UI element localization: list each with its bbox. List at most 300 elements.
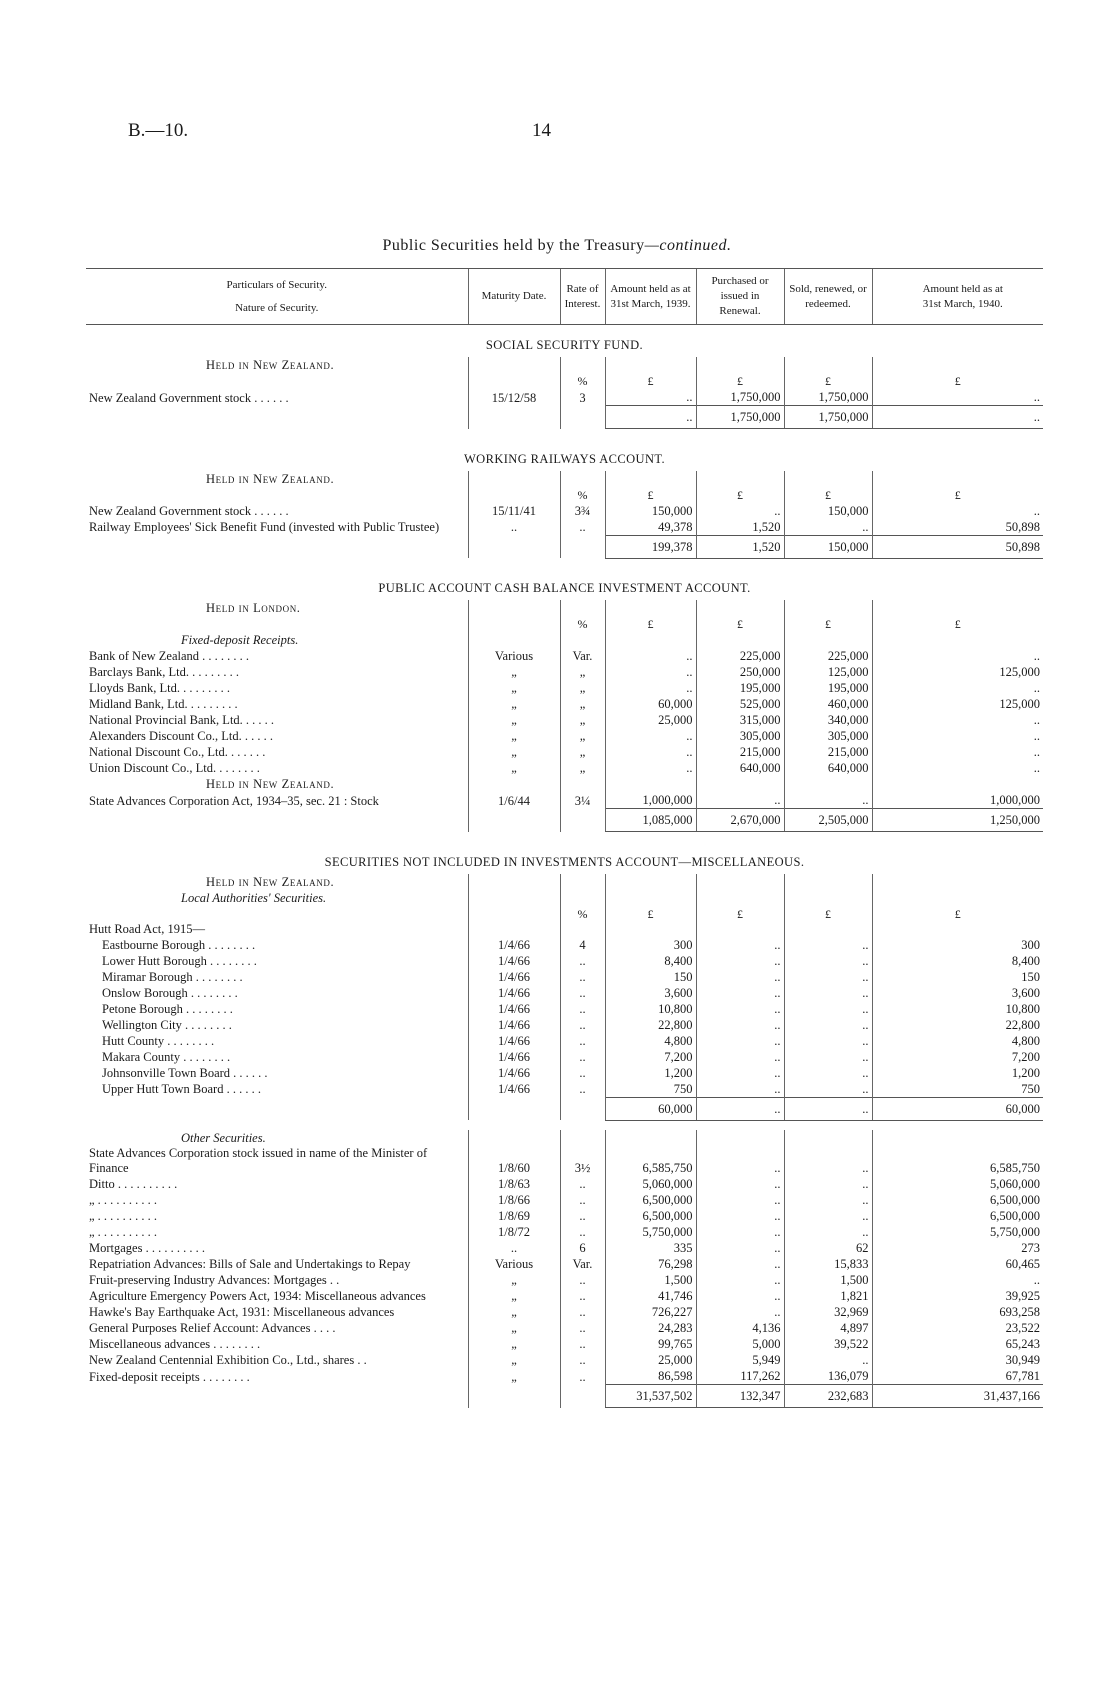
- empty-cell: [605, 600, 696, 616]
- cell-held-1940: 750: [872, 1081, 1043, 1098]
- cell-held-1939: ..: [605, 648, 696, 664]
- header-sold: Sold, renewed, or redeemed.: [784, 269, 872, 325]
- cell-purchased: ..: [696, 953, 784, 969]
- security-nature: Miramar Borough . . . . . . . .: [102, 969, 243, 984]
- table-row: [86, 1288, 1043, 1304]
- cell-purchased: ..: [696, 1146, 784, 1176]
- unit-held-1940: £: [872, 373, 1043, 389]
- section-heading: SOCIAL SECURITY FUND.: [485, 338, 644, 352]
- cell-rate: ..: [560, 1017, 605, 1033]
- total-held-1940: 31,437,166: [872, 1385, 1043, 1408]
- unit-purchased: £: [696, 906, 784, 922]
- security-nature: „ . . . . . . . . . .: [89, 1225, 158, 1239]
- cell-held-1940: ..: [872, 728, 1043, 744]
- header-rate: Rate of Interest.: [560, 269, 605, 325]
- table-row: [86, 744, 1043, 760]
- cell-held-1939: 335: [605, 1240, 696, 1256]
- cell-sold: ..: [784, 1001, 872, 1017]
- unit-purchased: £: [696, 373, 784, 389]
- total-spacer: [468, 1385, 560, 1408]
- table-row: [86, 1081, 1043, 1098]
- security-nature: Hawke's Bay Earthquake Act, 1931: Miscellaneous advances: [89, 1305, 395, 1319]
- table-row: [86, 1208, 1043, 1224]
- cell-maturity: „: [468, 1288, 560, 1304]
- cell-held-1939: 6,500,000: [605, 1192, 696, 1208]
- cell-purchased: 195,000: [696, 680, 784, 696]
- cell-held-1940: 125,000: [872, 696, 1043, 712]
- cell-held-1940: ..: [872, 744, 1043, 760]
- security-nature: Agriculture Emergency Powers Act, 1934: Miscellaneous advances: [89, 1289, 426, 1303]
- cell-purchased: ..: [696, 1065, 784, 1081]
- cell-purchased: ..: [696, 1033, 784, 1049]
- cell-rate: 6: [560, 1240, 605, 1256]
- units-row: [86, 616, 1043, 632]
- cell-purchased: 640,000: [696, 760, 784, 776]
- spacer-cell: [86, 1408, 468, 1418]
- units-row: [86, 373, 1043, 389]
- units-spacer: [86, 616, 468, 632]
- held-in-row: [86, 357, 1043, 373]
- cell-held-1939: 8,400: [605, 953, 696, 969]
- cell-purchased: ..: [696, 1240, 784, 1256]
- cell-maturity: 1/4/66: [468, 1081, 560, 1098]
- cell-held-1939: 7,200: [605, 1049, 696, 1065]
- security-nature: Hutt County . . . . . . . .: [102, 1033, 215, 1048]
- cell-held-1940: 50,898: [872, 519, 1043, 536]
- table-row: [86, 969, 1043, 985]
- cell-purchased: ..: [696, 1049, 784, 1065]
- total-purchased: 2,670,000: [696, 809, 784, 832]
- cell-held-1939: 86,598: [605, 1368, 696, 1385]
- security-nature: National Discount Co., Ltd. . . . . . .: [89, 745, 266, 759]
- total-held-1940: ..: [872, 406, 1043, 429]
- cell-held-1940: 125,000: [872, 664, 1043, 680]
- cell-rate: ..: [560, 1320, 605, 1336]
- security-nature: Barclays Bank, Ltd. . . . . . . . .: [89, 665, 239, 679]
- security-nature: Hutt Road Act, 1915—: [89, 921, 205, 936]
- cell-held-1939: 300: [605, 937, 696, 953]
- empty-cell: [560, 890, 605, 906]
- cell-rate: ..: [560, 519, 605, 536]
- cell-held-1939: 5,060,000: [605, 1176, 696, 1192]
- cell-rate: ..: [560, 1081, 605, 1098]
- units-spacer: [86, 906, 468, 922]
- cell-sold: 125,000: [784, 664, 872, 680]
- total-held-1940: 60,000: [872, 1097, 1043, 1120]
- cell-rate: ..: [560, 1065, 605, 1081]
- cell-held-1940: 65,243: [872, 1336, 1043, 1352]
- cell-maturity: 1/6/44: [468, 792, 560, 809]
- empty-cell: [605, 357, 696, 373]
- page-title: [0, 237, 1114, 255]
- cell-rate: „: [560, 712, 605, 728]
- held-in-row: [86, 776, 1043, 792]
- header-purchased: Purchased or issued in Renewal.: [696, 269, 784, 325]
- empty-cell: [872, 600, 1043, 616]
- cell-sold: 1,821: [784, 1288, 872, 1304]
- header-nature: [86, 269, 468, 325]
- empty-cell: [560, 357, 605, 373]
- table-row: [86, 696, 1043, 712]
- cell-rate: ..: [560, 1049, 605, 1065]
- cell-maturity: Various: [468, 648, 560, 664]
- held-in-row: [86, 874, 1043, 890]
- cell-purchased: ..: [696, 985, 784, 1001]
- sub-heading-row: [86, 632, 1043, 648]
- table-row: [86, 648, 1043, 664]
- cell-sold: 195,000: [784, 680, 872, 696]
- total-held-1939: 199,378: [605, 535, 696, 558]
- cell-held-1939: 25,000: [605, 712, 696, 728]
- cell-rate: „: [560, 760, 605, 776]
- cell-sold: 62: [784, 1240, 872, 1256]
- table-row: [86, 1240, 1043, 1256]
- cell-held-1940: ..: [872, 680, 1043, 696]
- cell-purchased: 525,000: [696, 696, 784, 712]
- empty-cell: [784, 874, 872, 890]
- cell-maturity: 15/11/41: [468, 503, 560, 519]
- cell-purchased: 5,949: [696, 1352, 784, 1368]
- cell-held-1939: 726,227: [605, 1304, 696, 1320]
- total-row: [86, 535, 1043, 558]
- cell-rate: „: [560, 680, 605, 696]
- total-spacer: [468, 1097, 560, 1120]
- security-nature: National Provincial Bank, Ltd. . . . . .: [89, 713, 275, 727]
- unit-held-1940: £: [872, 487, 1043, 503]
- cell-rate: ..: [560, 1288, 605, 1304]
- empty-cell: [605, 632, 696, 648]
- security-nature: New Zealand Centennial Exhibition Co., Ltd., shares . .: [89, 1353, 367, 1367]
- cell-sold: ..: [784, 519, 872, 536]
- unit-sold: £: [784, 906, 872, 922]
- security-nature: Fruit-preserving Industry Advances: Mortgages . .: [89, 1273, 340, 1287]
- cell-held-1940: ..: [872, 648, 1043, 664]
- cell-maturity: 1/4/66: [468, 937, 560, 953]
- cell-held-1940: [872, 922, 1043, 937]
- total-purchased: 1,520: [696, 535, 784, 558]
- cell-maturity: „: [468, 664, 560, 680]
- cell-sold: 15,833: [784, 1256, 872, 1272]
- cell-purchased: ..: [696, 1208, 784, 1224]
- cell-rate: ..: [560, 1033, 605, 1049]
- cell-sold: ..: [784, 1081, 872, 1098]
- empty-cell: [696, 632, 784, 648]
- cell-maturity: „: [468, 680, 560, 696]
- cell-held-1939: 4,800: [605, 1033, 696, 1049]
- cell-purchased: ..: [696, 503, 784, 519]
- table-header: [86, 269, 1043, 325]
- total-held-1940: 1,250,000: [872, 809, 1043, 832]
- section-heading: SECURITIES NOT INCLUDED IN INVESTMENTS ACCOUNT—MISCELLANEOUS.: [324, 854, 805, 869]
- empty-cell: [468, 874, 560, 890]
- cell-sold: 150,000: [784, 503, 872, 519]
- unit-held-1940: £: [872, 616, 1043, 632]
- cell-maturity: 1/8/69: [468, 1208, 560, 1224]
- sub-heading-label: Fixed-deposit Receipts.: [181, 633, 299, 647]
- cell-purchased: ..: [696, 1288, 784, 1304]
- held-in-row: [86, 471, 1043, 487]
- table-row: [86, 792, 1043, 809]
- cell-held-1939: ..: [605, 680, 696, 696]
- cell-rate: ..: [560, 969, 605, 985]
- section-heading-row: [86, 568, 1043, 600]
- cell-held-1940: 1,000,000: [872, 792, 1043, 809]
- subtotal-row: [86, 1097, 1043, 1120]
- cell-maturity: „: [468, 1352, 560, 1368]
- cell-held-1940: ..: [872, 503, 1043, 519]
- cell-held-1940: 5,060,000: [872, 1176, 1043, 1192]
- cell-sold: ..: [784, 1017, 872, 1033]
- total-spacer: [560, 1097, 605, 1120]
- cell-maturity: 15/12/58: [468, 389, 560, 406]
- cell-rate: ..: [560, 1192, 605, 1208]
- held-in-label: Held in New Zealand.: [206, 471, 335, 486]
- empty-cell: [696, 890, 784, 906]
- section-heading-row: [86, 842, 1043, 874]
- cell-sold: ..: [784, 792, 872, 809]
- cell-purchased: ..: [696, 969, 784, 985]
- cell-maturity: ..: [468, 519, 560, 536]
- cell-held-1940: 7,200: [872, 1049, 1043, 1065]
- cell-held-1940: 60,465: [872, 1256, 1043, 1272]
- unit-purchased: £: [696, 616, 784, 632]
- total-spacer: [468, 809, 560, 832]
- security-nature: Alexanders Discount Co., Ltd. . . . . .: [89, 729, 274, 743]
- cell-held-1940: ..: [872, 760, 1043, 776]
- unit-held-1939: £: [605, 373, 696, 389]
- table-row: [86, 1049, 1043, 1065]
- cell-rate: 3½: [560, 1146, 605, 1176]
- cell-rate: 4: [560, 937, 605, 953]
- security-nature: Onslow Borough . . . . . . . .: [102, 985, 238, 1000]
- sub-heading-label: Other Securities.: [181, 1131, 266, 1145]
- cell-sold: ..: [784, 1224, 872, 1240]
- empty-cell: [468, 632, 560, 648]
- total-sold: 1,750,000: [784, 406, 872, 429]
- total-row: [86, 406, 1043, 429]
- unit-sold: £: [784, 487, 872, 503]
- unit-held-1940: £: [872, 906, 1043, 922]
- empty-cell: [696, 357, 784, 373]
- cell-sold: ..: [784, 1176, 872, 1192]
- cell-purchased: ..: [696, 792, 784, 809]
- cell-sold: 1,500: [784, 1272, 872, 1288]
- cell-held-1940: 300: [872, 937, 1043, 953]
- cell-held-1940: 67,781: [872, 1368, 1043, 1385]
- cell-sold: 225,000: [784, 648, 872, 664]
- units-spacer: [86, 373, 468, 389]
- spacer-cell: [86, 429, 468, 439]
- cell-maturity: ..: [468, 1240, 560, 1256]
- cell-held-1940: 8,400: [872, 953, 1043, 969]
- cell-held-1940: 3,600: [872, 985, 1043, 1001]
- cell-purchased: ..: [696, 1256, 784, 1272]
- empty-cell: [696, 471, 784, 487]
- unit-held-1939: £: [605, 906, 696, 922]
- cell-rate: ..: [560, 1208, 605, 1224]
- table-row: [86, 1176, 1043, 1192]
- security-nature: Makara County . . . . . . . .: [102, 1049, 231, 1064]
- unit-rate: %: [560, 616, 605, 632]
- cell-held-1940: 6,500,000: [872, 1208, 1043, 1224]
- empty-cell: [872, 776, 1043, 792]
- table-row: [86, 503, 1043, 519]
- cell-maturity: 1/4/66: [468, 1017, 560, 1033]
- spacer-cell: [86, 1120, 468, 1130]
- spacer-row: [86, 1120, 1043, 1130]
- security-nature: New Zealand Government stock . . . . . .: [89, 390, 289, 405]
- cell-rate: ..: [560, 1352, 605, 1368]
- held-in-label: Held in London.: [206, 601, 301, 615]
- total-row: [86, 1385, 1043, 1408]
- cell-purchased: ..: [696, 1017, 784, 1033]
- cell-held-1939: 24,283: [605, 1320, 696, 1336]
- cell-held-1939: 750: [605, 1081, 696, 1098]
- cell-rate: Var.: [560, 648, 605, 664]
- empty-cell: [605, 776, 696, 792]
- cell-held-1939: ..: [605, 744, 696, 760]
- cell-sold: 340,000: [784, 712, 872, 728]
- unit-maturity: [468, 906, 560, 922]
- cell-held-1940: 693,258: [872, 1304, 1043, 1320]
- empty-cell: [696, 1130, 784, 1146]
- cell-sold: ..: [784, 1208, 872, 1224]
- security-nature: Miscellaneous advances . . . . . . . .: [89, 1337, 261, 1351]
- table-body: [86, 325, 1043, 1418]
- header-nature-label: Nature of Security.: [235, 301, 319, 314]
- table-row: [86, 680, 1043, 696]
- cell-purchased: ..: [696, 1272, 784, 1288]
- units-row: [86, 487, 1043, 503]
- empty-cell: [784, 357, 872, 373]
- total-spacer: [468, 406, 560, 429]
- cell-maturity: „: [468, 696, 560, 712]
- cell-maturity: „: [468, 712, 560, 728]
- cell-purchased: 1,750,000: [696, 389, 784, 406]
- empty-cell: [696, 776, 784, 792]
- cell-sold: ..: [784, 1049, 872, 1065]
- total-spacer: [560, 809, 605, 832]
- cell-purchased: 1,520: [696, 519, 784, 536]
- held-in-label: Held in New Zealand.: [206, 874, 335, 889]
- cell-purchased: 225,000: [696, 648, 784, 664]
- security-nature: Midland Bank, Ltd. . . . . . . . .: [89, 697, 238, 711]
- cell-held-1940: 6,585,750: [872, 1146, 1043, 1176]
- cell-held-1940: 22,800: [872, 1017, 1043, 1033]
- cell-sold: ..: [784, 1352, 872, 1368]
- cell-maturity: 1/8/66: [468, 1192, 560, 1208]
- page-reference: B.—10.: [128, 120, 189, 141]
- cell-held-1940: 23,522: [872, 1320, 1043, 1336]
- table-row: [86, 953, 1043, 969]
- cell-maturity: „: [468, 1304, 560, 1320]
- cell-rate: Var.: [560, 1256, 605, 1272]
- cell-sold: 4,897: [784, 1320, 872, 1336]
- cell-rate: „: [560, 664, 605, 680]
- cell-held-1940: 6,500,000: [872, 1192, 1043, 1208]
- cell-held-1939: 99,765: [605, 1336, 696, 1352]
- cell-sold: ..: [784, 985, 872, 1001]
- empty-cell: [872, 874, 1043, 890]
- total-sold: 2,505,000: [784, 809, 872, 832]
- unit-rate: %: [560, 487, 605, 503]
- units-row: [86, 906, 1043, 922]
- cell-maturity: „: [468, 1320, 560, 1336]
- cell-purchased: 315,000: [696, 712, 784, 728]
- cell-sold: ..: [784, 1065, 872, 1081]
- total-sold: 232,683: [784, 1385, 872, 1408]
- security-nature: Ditto . . . . . . . . . .: [89, 1177, 178, 1191]
- cell-held-1939: 1,200: [605, 1065, 696, 1081]
- page-number: 14: [532, 120, 551, 141]
- cell-maturity: 1/4/66: [468, 969, 560, 985]
- table-row: [86, 1224, 1043, 1240]
- cell-purchased: 215,000: [696, 744, 784, 760]
- security-nature: Johnsonville Town Board . . . . . .: [102, 1065, 268, 1080]
- held-in-label: Held in New Zealand.: [206, 358, 335, 372]
- total-spacer: [560, 1385, 605, 1408]
- sub-heading-label: Local Authorities' Securities.: [181, 890, 327, 905]
- table-row: [86, 1001, 1043, 1017]
- cell-held-1940: 150: [872, 969, 1043, 985]
- cell-held-1939: 150,000: [605, 503, 696, 519]
- empty-cell: [468, 776, 560, 792]
- security-nature: New Zealand Government stock . . . . . .: [89, 503, 289, 518]
- cell-maturity: „: [468, 744, 560, 760]
- cell-sold: 39,522: [784, 1336, 872, 1352]
- table-row: [86, 760, 1043, 776]
- cell-purchased: [696, 922, 784, 937]
- table-row: [86, 1017, 1043, 1033]
- total-row: [86, 809, 1043, 832]
- unit-maturity: [468, 373, 560, 389]
- table-row: [86, 519, 1043, 536]
- empty-cell: [468, 600, 560, 616]
- empty-cell: [560, 632, 605, 648]
- security-nature: Mortgages . . . . . . . . . .: [89, 1241, 205, 1255]
- unit-held-1939: £: [605, 616, 696, 632]
- total-held-1939: ..: [605, 406, 696, 429]
- section-heading: WORKING RAILWAYS ACCOUNT.: [463, 451, 666, 466]
- cell-held-1939: 6,500,000: [605, 1208, 696, 1224]
- empty-cell: [696, 874, 784, 890]
- empty-cell: [560, 776, 605, 792]
- table-row: [86, 1192, 1043, 1208]
- cell-held-1940: 30,949: [872, 1352, 1043, 1368]
- cell-maturity: 1/4/66: [468, 1065, 560, 1081]
- cell-sold: ..: [784, 1033, 872, 1049]
- security-nature: Lloyds Bank, Ltd. . . . . . . . .: [89, 681, 230, 695]
- cell-held-1939: 3,600: [605, 985, 696, 1001]
- cell-purchased: ..: [696, 1192, 784, 1208]
- cell-held-1939: ..: [605, 760, 696, 776]
- cell-sold: ..: [784, 969, 872, 985]
- empty-cell: [605, 471, 696, 487]
- cell-purchased: 117,262: [696, 1368, 784, 1385]
- cell-rate: 3: [560, 389, 605, 406]
- header-maturity: Maturity Date.: [468, 269, 560, 325]
- cell-maturity: „: [468, 1368, 560, 1385]
- spacer-cell: [86, 832, 468, 842]
- empty-cell: [872, 890, 1043, 906]
- section-heading-row: [86, 439, 1043, 471]
- cell-rate: ..: [560, 1272, 605, 1288]
- cell-maturity: [468, 922, 560, 937]
- cell-held-1939: 10,800: [605, 1001, 696, 1017]
- cell-rate: ..: [560, 1304, 605, 1320]
- empty-cell: [872, 357, 1043, 373]
- cell-maturity: „: [468, 1336, 560, 1352]
